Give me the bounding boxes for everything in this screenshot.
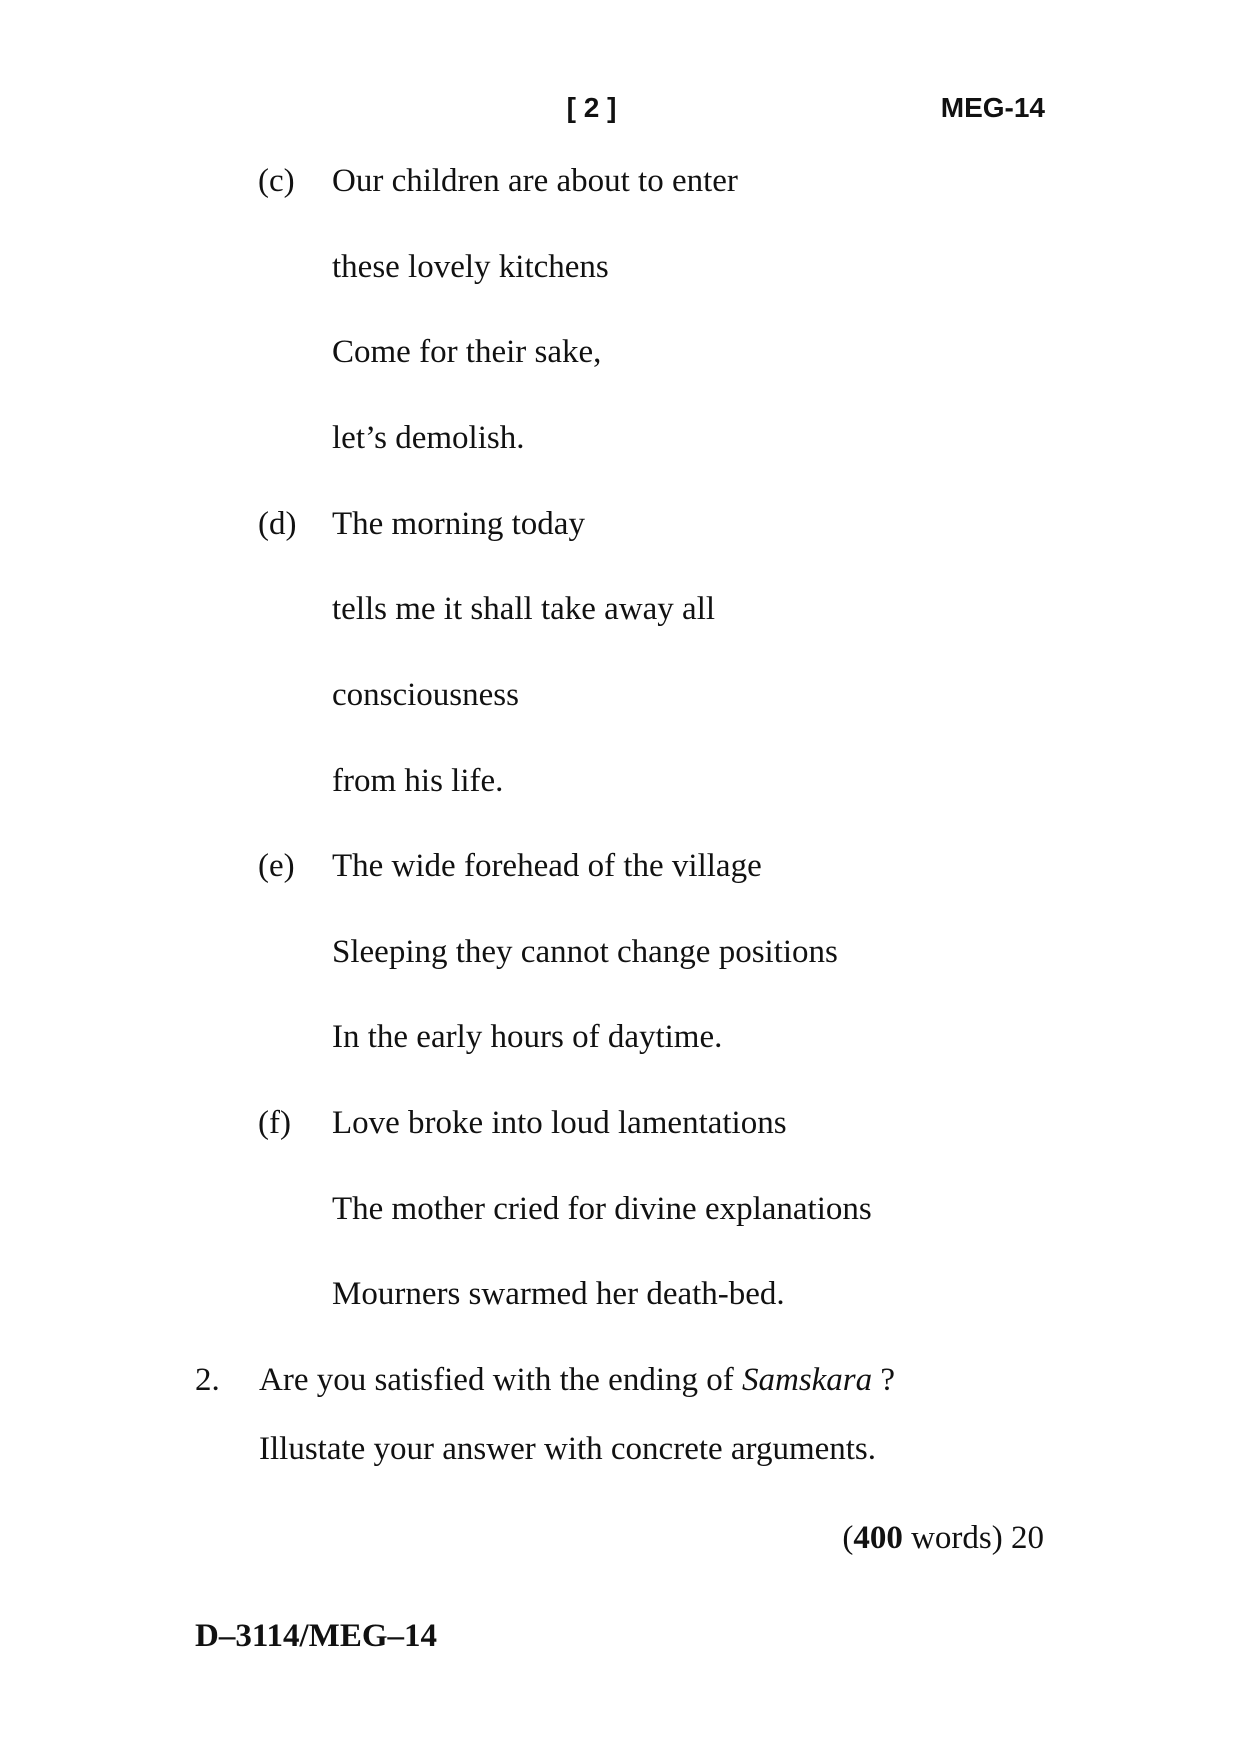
passage-line: Love broke into loud lamentations	[332, 1105, 787, 1141]
question-text-line1	[259, 1359, 895, 1401]
question-text-prefix: Are you satisfied with the ending of	[259, 1362, 734, 1398]
marks-rest: words) 20	[902, 1520, 1044, 1556]
passage-line: Mourners swarmed her death-bed.	[332, 1276, 785, 1312]
passage-line: In the early hours of daytime.	[332, 1019, 723, 1055]
passage-line: these lovely kitchens	[332, 249, 609, 285]
passage-label-c: (c)	[258, 163, 295, 199]
passage-line: tells me it shall take away all	[332, 591, 716, 627]
passage-line: consciousness	[332, 677, 519, 713]
footer-code: D–3114/MEG–14	[195, 1618, 438, 1654]
book-title: Samskara	[741, 1362, 873, 1398]
question-number: 2.	[195, 1362, 220, 1398]
passage-line: The mother cried for divine explanations	[332, 1191, 872, 1227]
marks	[842, 1517, 1044, 1559]
course-code: MEG-14	[940, 92, 1045, 123]
passage-label-d: (d)	[258, 506, 297, 542]
marks-open: (	[842, 1520, 854, 1556]
passage-line: Sleeping they cannot change positions	[332, 934, 838, 970]
passage-line: The morning today	[332, 506, 585, 542]
passage-line: let’s demolish.	[332, 420, 525, 456]
passage-label-f: (f)	[258, 1105, 291, 1141]
passage-line: Come for their sake,	[332, 334, 602, 370]
passage-label-e: (e)	[258, 848, 295, 884]
question-mark: ?	[872, 1362, 896, 1398]
passage-line: The wide forehead of the village	[332, 848, 762, 884]
question-text-line2: Illustate your answer with concrete arguments.	[259, 1431, 877, 1467]
passage-line: from his life.	[332, 763, 504, 799]
word-limit: 400	[853, 1520, 903, 1556]
passage-line: Our children are about to enter	[332, 163, 738, 199]
page-number: [ 2 ]	[566, 92, 617, 123]
